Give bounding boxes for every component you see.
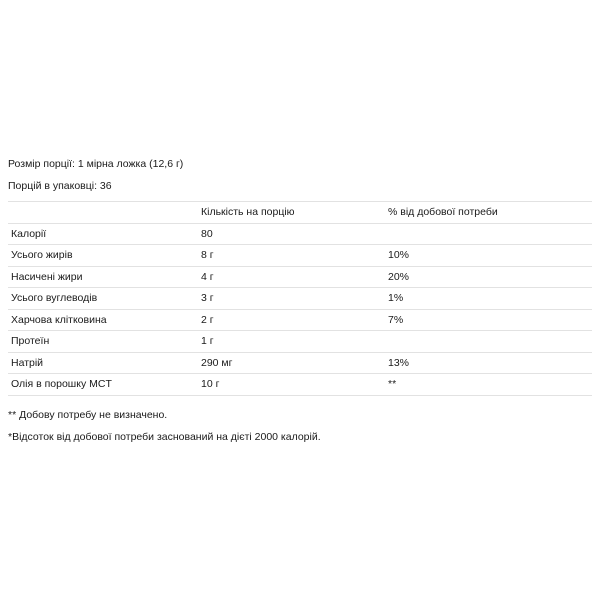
nutrient-name: Олія в порошку MCT (8, 374, 198, 396)
footnote-not-established: ** Добову потребу не визначено. (8, 408, 168, 421)
nutrient-amount: 4 г (198, 266, 385, 288)
nutrient-daily-value (385, 331, 592, 353)
nutrient-name: Харчова клітковина (8, 309, 198, 331)
nutrient-daily-value: 7% (385, 309, 592, 331)
nutrient-amount: 290 мг (198, 352, 385, 374)
table-row (8, 309, 592, 331)
nutrient-daily-value: 13% (385, 352, 592, 374)
nutrient-daily-value: 10% (385, 245, 592, 267)
serving-size: Розмір порції: 1 мірна ложка (12,6 г) (8, 158, 184, 170)
nutrient-amount: 10 г (198, 374, 385, 396)
nutrient-name: Калорії (8, 223, 198, 245)
header-amount: Кількість на порцію (198, 202, 385, 224)
nutrient-name: Натрій (8, 352, 198, 374)
nutrient-amount: 8 г (198, 245, 385, 267)
nutrient-daily-value: 1% (385, 288, 592, 310)
nutrient-name: Протеїн (8, 331, 198, 353)
header-daily-value: % від добової потреби (385, 202, 592, 224)
nutrient-daily-value (385, 223, 592, 245)
table-row (8, 352, 592, 374)
footnote-daily-value-basis: *Відсоток від добової потреби заснований на дієті 2000 калорій. (8, 430, 321, 443)
nutrient-amount: 2 г (198, 309, 385, 331)
nutrient-amount: 3 г (198, 288, 385, 310)
table-row (8, 374, 592, 396)
header-nutrient (8, 202, 198, 224)
table-row (8, 223, 592, 245)
nutrient-daily-value: ** (385, 374, 592, 396)
nutrient-name: Усього жирів (8, 245, 198, 267)
table-row (8, 331, 592, 353)
nutrition-facts (8, 157, 592, 444)
nutrient-name: Усього вуглеводів (8, 288, 198, 310)
nutrient-amount: 80 (198, 223, 385, 245)
nutrient-amount: 1 г (198, 331, 385, 353)
table-row (8, 288, 592, 310)
nutrient-daily-value: 20% (385, 266, 592, 288)
servings-per-container: Порцій в упаковці: 36 (8, 180, 112, 192)
table-row (8, 245, 592, 267)
nutrient-name: Насичені жири (8, 266, 198, 288)
nutrition-table (8, 201, 592, 396)
table-header-row (8, 202, 592, 224)
table-row (8, 266, 592, 288)
